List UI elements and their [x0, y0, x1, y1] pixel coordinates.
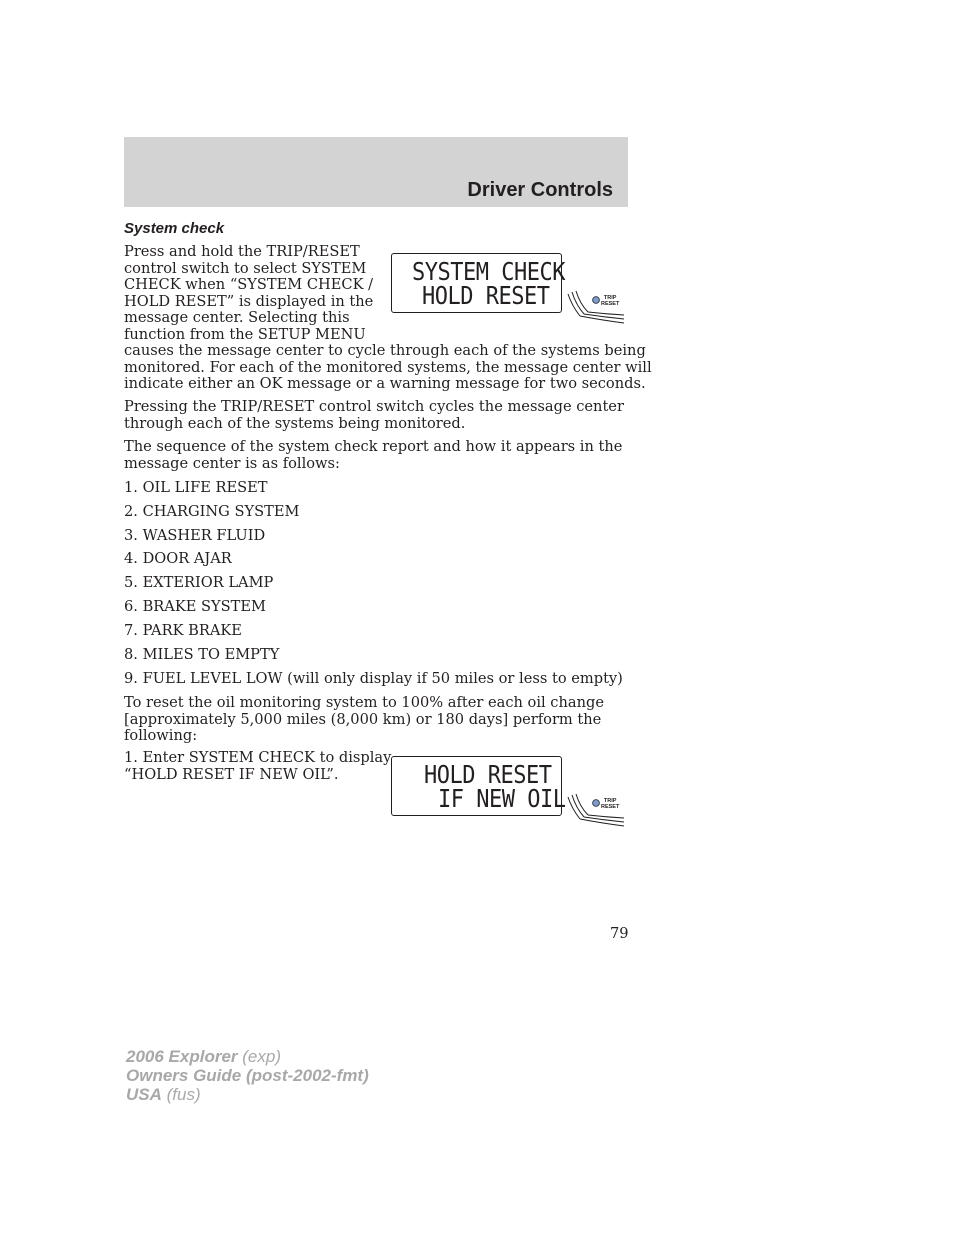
- text-line: Press and hold the TRIP/RESET: [124, 243, 360, 260]
- page-number: 79: [610, 925, 629, 942]
- list-item: 3. WASHER FLUID: [124, 527, 266, 544]
- text-line: through each of the systems being monitored.: [124, 414, 466, 432]
- footer-model: 2006 Explorer: [126, 1047, 238, 1066]
- footer-line: [126, 1066, 369, 1085]
- text-line: The sequence of the system check report and how it appears in the: [124, 438, 623, 455]
- display-line: HOLD RESET: [424, 761, 552, 790]
- trip-label-line: TRIP: [603, 295, 617, 301]
- footer-line: [126, 1047, 369, 1066]
- footer-market-code: (fus): [166, 1085, 201, 1104]
- text-line: monitored. For each of the monitored systems, the message center will: [124, 358, 652, 376]
- text-line: CHECK when “SYSTEM CHECK /: [124, 276, 374, 293]
- text-line: message center. Selecting this: [124, 309, 350, 326]
- text-line: HOLD RESET” is displayed in the: [124, 292, 374, 310]
- footer-market: USA: [126, 1085, 162, 1104]
- text-line: following:: [124, 727, 198, 744]
- footer-guide: Owners Guide (post-2002-fmt): [126, 1066, 369, 1085]
- text-line: control switch to select SYSTEM: [124, 259, 367, 277]
- text-line: causes the message center to cycle through each of the systems being: [124, 342, 646, 359]
- list-item: 1. OIL LIFE RESET: [124, 479, 268, 496]
- text-line: message center is as follows:: [124, 454, 340, 472]
- section-title: System check: [124, 220, 225, 237]
- list-item: 9. FUEL LEVEL LOW (will only display if 50 miles or less to empty): [124, 670, 623, 687]
- footer-line: [126, 1085, 369, 1104]
- list-item: 5. EXTERIOR LAMP: [124, 574, 274, 591]
- display-line: HOLD RESET: [422, 282, 550, 311]
- list-item: 6. BRAKE SYSTEM: [124, 598, 266, 615]
- message-center-display-system-check: [391, 253, 565, 313]
- text-line: [approximately 5,000 miles (8,000 km) or 180 days] perform the: [124, 710, 602, 728]
- chapter-title: Driver Controls: [467, 179, 613, 201]
- list-item: 8. MILES TO EMPTY: [124, 646, 280, 663]
- text-line: indicate either an OK message or a warning message for two seconds.: [124, 375, 646, 392]
- text-line: To reset the oil monitoring system to 100% after each oil change: [124, 694, 604, 711]
- trip-reset-label: [601, 295, 619, 307]
- text-line: Pressing the TRIP/RESET control switch cycles the message center: [124, 398, 624, 415]
- footer-document-id: [126, 1047, 369, 1104]
- display-line: SYSTEM CHECK: [412, 258, 565, 287]
- text-line: function from the SETUP MENU: [124, 325, 366, 343]
- reset-label-line: RESET: [601, 301, 620, 307]
- trip-label-line: TRIP: [603, 798, 617, 804]
- header-band: [124, 137, 628, 207]
- list-item: 2. CHARGING SYSTEM: [124, 503, 300, 520]
- trip-reset-label: [601, 798, 619, 810]
- list-item: 7. PARK BRAKE: [124, 622, 242, 639]
- text-line: 1. Enter SYSTEM CHECK to display: [124, 749, 392, 766]
- text-line: “HOLD RESET IF NEW OIL”.: [124, 765, 339, 783]
- reset-label-line: RESET: [601, 804, 620, 810]
- message-center-display-hold-reset: [391, 756, 566, 816]
- footer-model-code: (exp): [242, 1047, 281, 1066]
- display-line: IF NEW OIL: [438, 785, 566, 814]
- list-item: 4. DOOR AJAR: [124, 550, 232, 567]
